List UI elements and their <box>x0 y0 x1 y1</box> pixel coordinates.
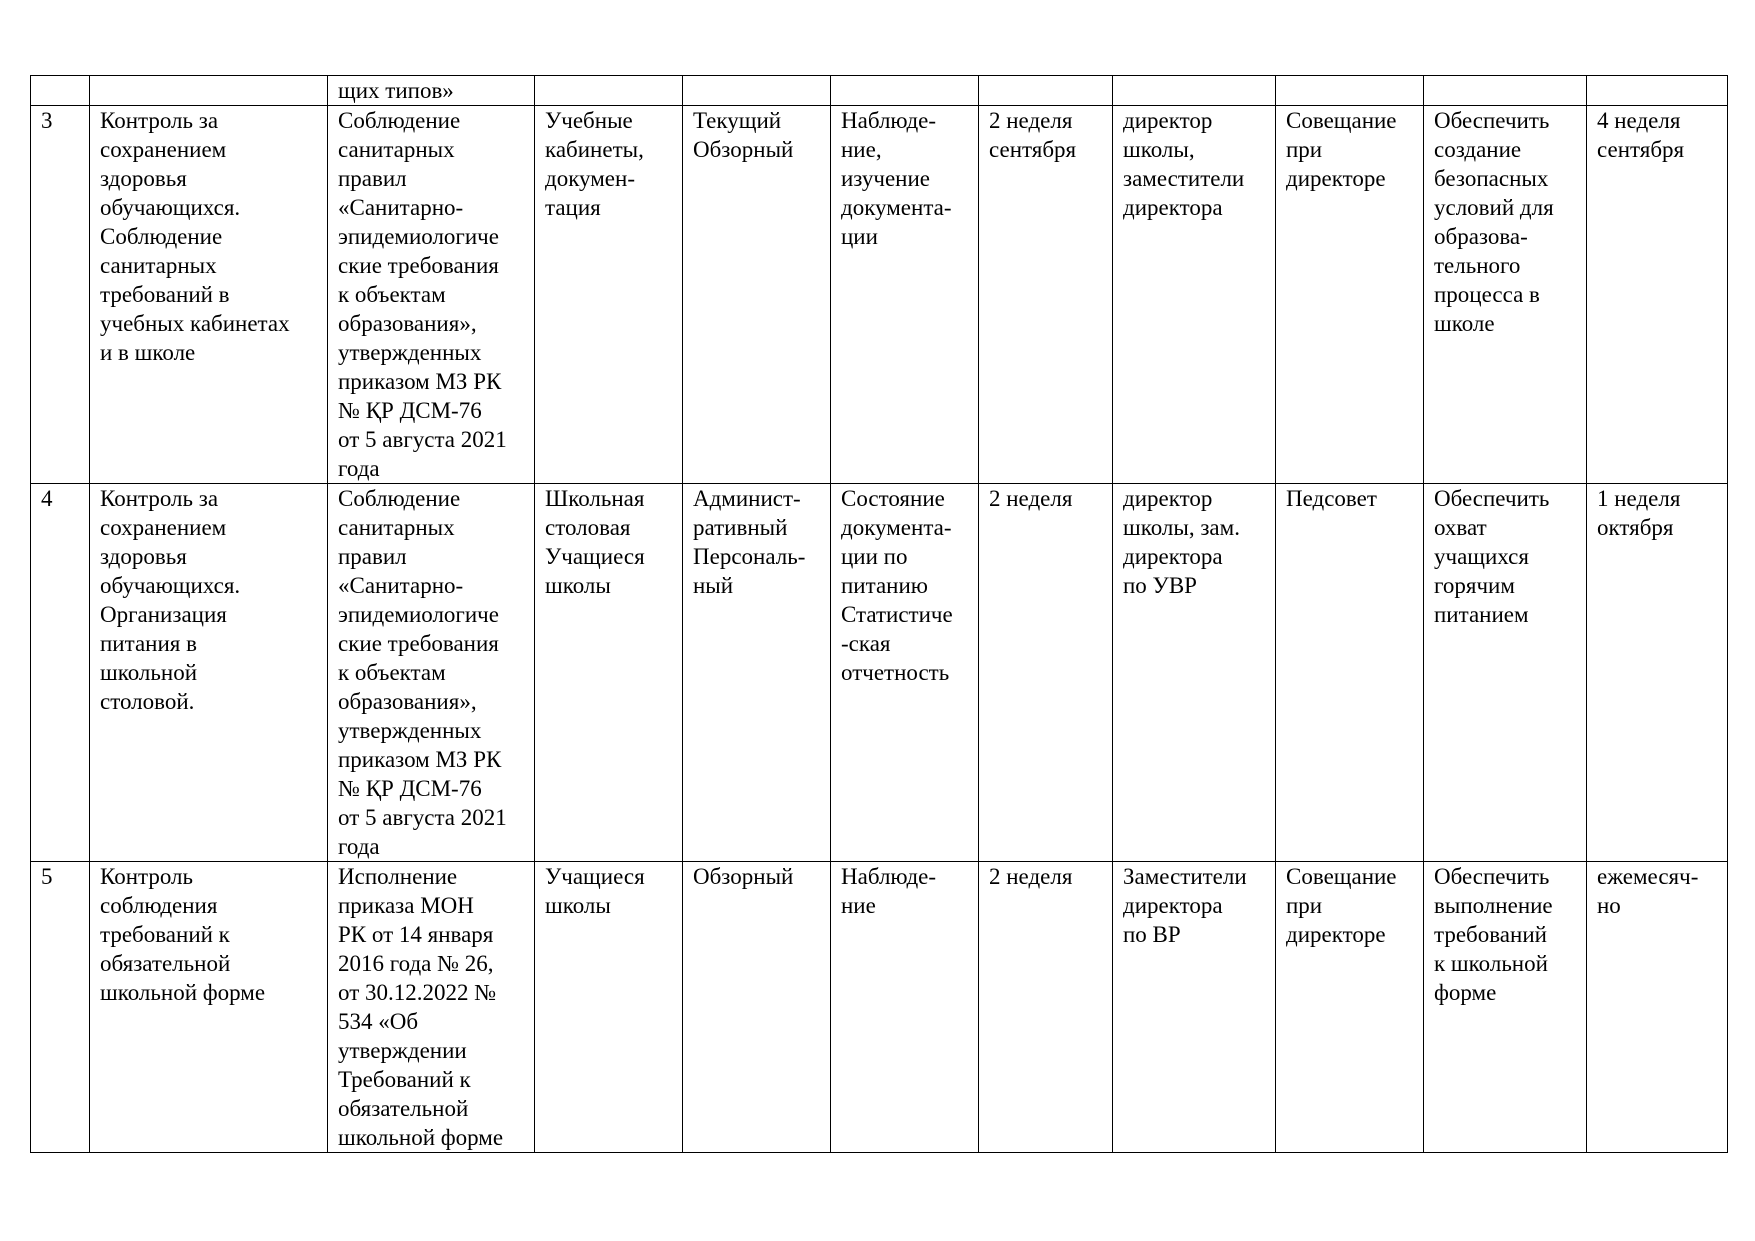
cell-secondary <box>1587 76 1728 106</box>
cell-secondary: ежемесяч- но <box>1587 862 1728 1153</box>
cell-review <box>1276 76 1424 106</box>
table-row-continuation <box>31 76 1728 106</box>
cell-kind <box>683 76 831 106</box>
cell-period: 2 неделя сентября <box>979 106 1113 484</box>
cell-number <box>31 76 90 106</box>
cell-topic: Контроль соблюдения требований к обязательной школьной форме <box>90 862 328 1153</box>
cell-period <box>979 76 1113 106</box>
cell-decision <box>1424 76 1587 106</box>
table-row <box>31 106 1728 484</box>
cell-goal: Исполнение приказа МОН РК от 14 января 2016 года № 26, от 30.12.2022 № 534 «Об утверждении Требований к обязательной школьной форме <box>328 862 535 1153</box>
cell-object: Учебные кабинеты, докумен- тация <box>535 106 683 484</box>
cell-responsible: директор школы, заместители директора <box>1113 106 1276 484</box>
cell-goal: Соблюдение санитарных правил «Санитарно- эпидемиологиче ские требования к объектам образования», утвержденных приказом МЗ РК № ҚР ДСМ-76 от 5 августа 2021 года <box>328 484 535 862</box>
cell-period: 2 неделя <box>979 862 1113 1153</box>
cell-object: Учащиеся школы <box>535 862 683 1153</box>
cell-responsible: Заместители директора по ВР <box>1113 862 1276 1153</box>
cell-review: Совещание при директоре <box>1276 862 1424 1153</box>
cell-object <box>535 76 683 106</box>
control-plan-table <box>30 75 1728 1153</box>
cell-object: Школьная столовая Учащиеся школы <box>535 484 683 862</box>
cell-responsible <box>1113 76 1276 106</box>
cell-method: Состояние документа- ции по питанию Статистиче -ская отчетность <box>831 484 979 862</box>
cell-secondary: 1 неделя октября <box>1587 484 1728 862</box>
cell-kind: Обзорный <box>683 862 831 1153</box>
table-row <box>31 484 1728 862</box>
cell-kind: Текущий Обзорный <box>683 106 831 484</box>
cell-responsible: директор школы, зам. директора по УВР <box>1113 484 1276 862</box>
cell-number: 4 <box>31 484 90 862</box>
cell-topic: Контроль за сохранением здоровья обучающихся. Соблюдение санитарных требований в учебных кабинетах и в школе <box>90 106 328 484</box>
cell-review: Совещание при директоре <box>1276 106 1424 484</box>
cell-topic: Контроль за сохранением здоровья обучающихся. Организация питания в школьной столовой. <box>90 484 328 862</box>
cell-period: 2 неделя <box>979 484 1113 862</box>
cell-decision: Обеспечить охват учащихся горячим питанием <box>1424 484 1587 862</box>
cell-method <box>831 76 979 106</box>
cell-secondary: 4 неделя сентября <box>1587 106 1728 484</box>
cell-number: 5 <box>31 862 90 1153</box>
cell-decision: Обеспечить выполнение требований к школьной форме <box>1424 862 1587 1153</box>
table-row <box>31 862 1728 1153</box>
cell-number: 3 <box>31 106 90 484</box>
cell-topic <box>90 76 328 106</box>
cell-review: Педсовет <box>1276 484 1424 862</box>
cell-goal: Соблюдение санитарных правил «Санитарно- эпидемиологиче ские требования к объектам образования», утвержденных приказом МЗ РК № ҚР ДСМ-76 от 5 августа 2021 года <box>328 106 535 484</box>
cell-kind: Админист- ративный Персональ- ный <box>683 484 831 862</box>
cell-method: Наблюде- ние <box>831 862 979 1153</box>
cell-goal: щих типов» <box>328 76 535 106</box>
cell-decision: Обеспечить создание безопасных условий для образова- тельного процесса в школе <box>1424 106 1587 484</box>
cell-method: Наблюде- ние, изучение документа- ции <box>831 106 979 484</box>
